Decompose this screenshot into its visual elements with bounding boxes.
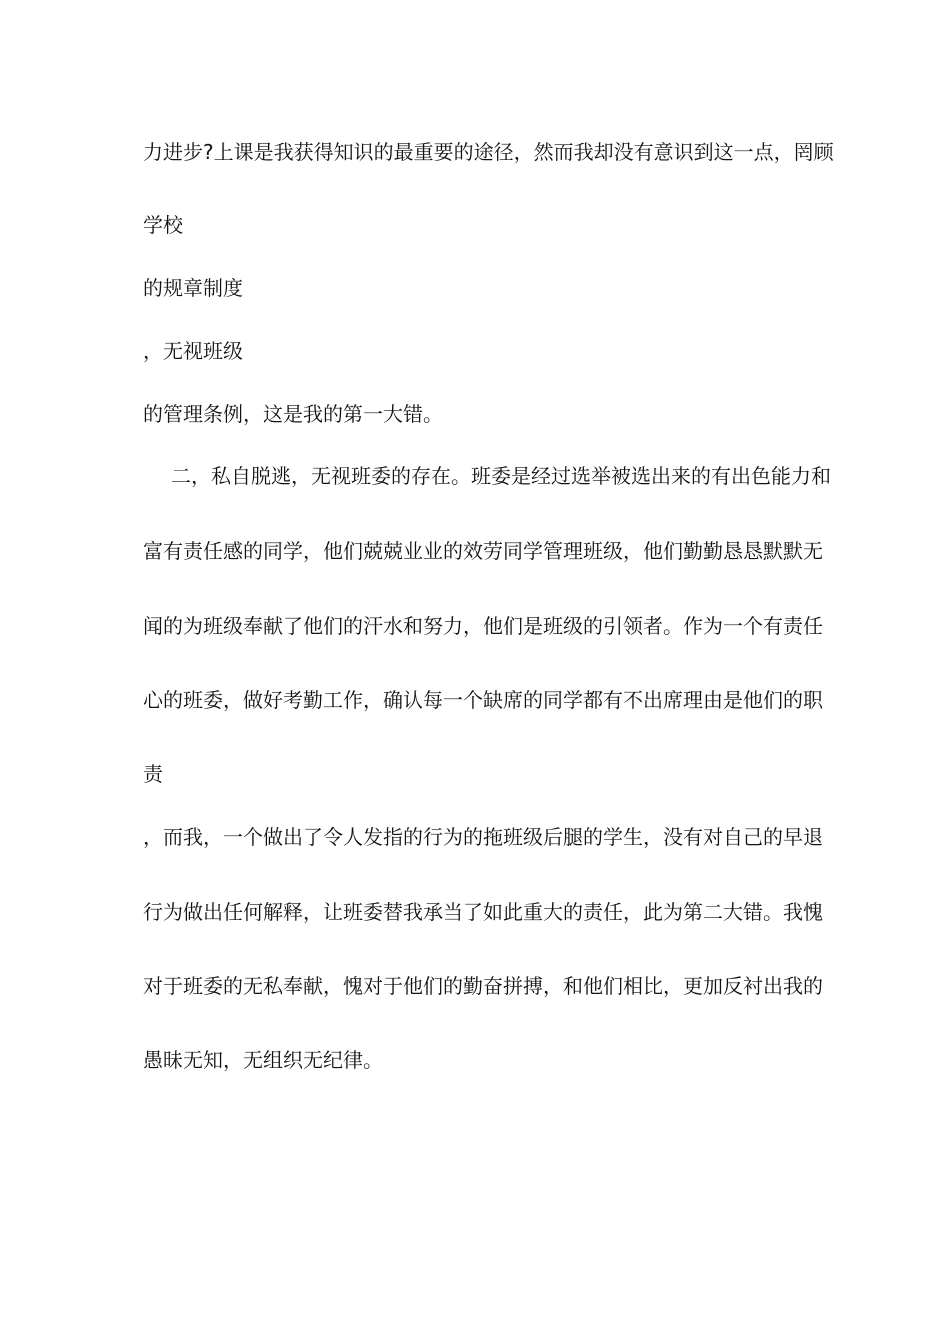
text-line: 行为做出任何解释，让班委替我承当了如此重大的责任，此为第二大错。我愧 — [143, 900, 823, 924]
text-line: 学校 — [143, 213, 183, 237]
paragraph-start-line: 二，私自脱逃，无视班委的存在。班委是经过选举被选出来的有出色能力和 — [171, 464, 831, 488]
text-line: 的管理条例，这是我的第一大错。 — [143, 402, 443, 426]
text-line: 的规章制度 — [143, 276, 243, 300]
text-line: 心的班委，做好考勤工作，确认每一个缺席的同学都有不出席理由是他们的职 — [143, 688, 823, 712]
text-line: 富有责任感的同学，他们兢兢业业的效劳同学管理班级，他们勤勤恳恳默默无 — [143, 539, 823, 563]
text-line: ，而我，一个做出了令人发指的行为的拖班级后腿的学生，没有对自己的早退 — [143, 825, 823, 849]
text-line: ，无视班级 — [143, 339, 243, 363]
text-line: 对于班委的无私奉献，愧对于他们的勤奋拼搏，和他们相比，更加反衬出我的 — [143, 974, 823, 998]
text-line: 愚昧无知，无组织无纪律。 — [143, 1048, 383, 1072]
text-line: 责 — [143, 762, 163, 786]
text-line: 闻的为班级奉献了他们的汗水和努力，他们是班级的引领者。作为一个有责任 — [143, 614, 823, 638]
text-line: 力进步?上课是我获得知识的最重要的途径，然而我却没有意识到这一点，罔顾 — [143, 140, 834, 164]
